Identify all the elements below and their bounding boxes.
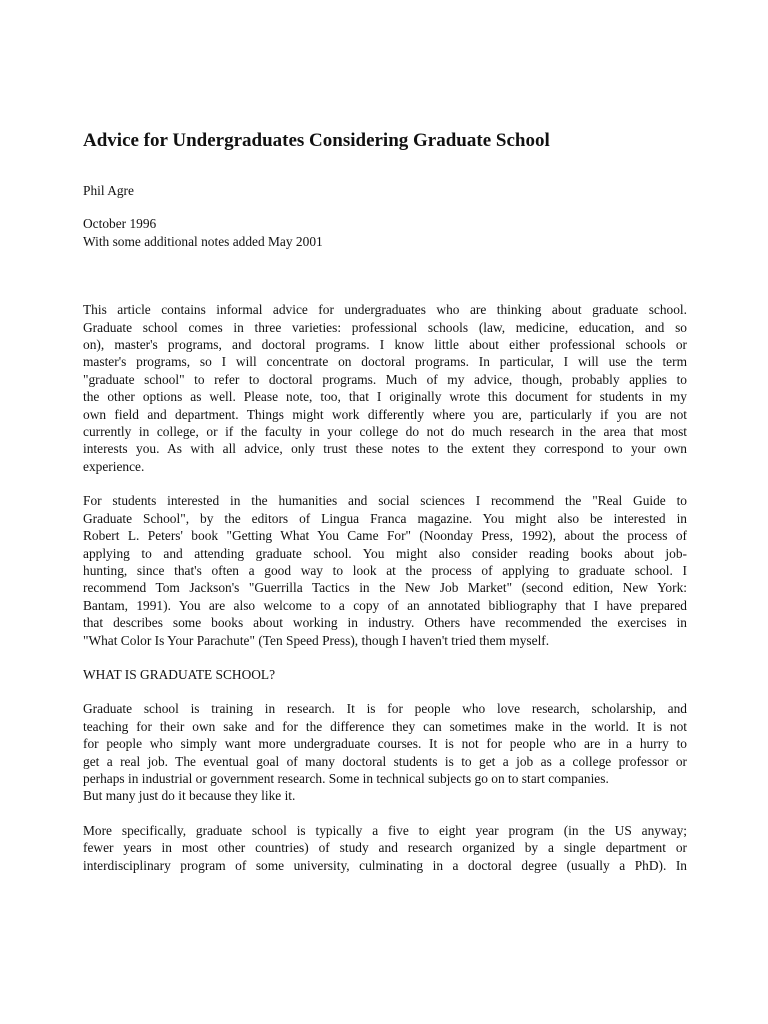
text-line: recommend Tom Jackson's "Guerrilla Tactics in the New Job Market" (second edition, New York: xyxy=(83,580,687,596)
author-name: Phil Agre xyxy=(83,183,134,198)
date-block xyxy=(83,215,687,250)
paragraph-section-1 xyxy=(83,700,687,804)
document-note: With some additional notes added May 2001 xyxy=(83,233,323,249)
section-heading: WHAT IS GRADUATE SCHOOL? xyxy=(83,666,276,682)
section-body xyxy=(83,700,687,874)
text-line: Graduate school is training in research. It is for people who love research, scholarship, and xyxy=(83,701,687,717)
text-line: For students interested in the humanities and social sciences I recommend the "Real Guide to xyxy=(83,493,687,509)
text-line: teaching for their own sake and for the difference they can sometimes make in the world. It is not xyxy=(83,718,687,734)
text-line: that describes some books about working in industry. Others have recommended the exercises in xyxy=(83,615,687,631)
text-line: Graduate school comes in three varieties: professional schools (law, medicine, education, and so xyxy=(83,319,687,335)
intro-section xyxy=(83,301,687,649)
text-line: on), master's programs, and doctoral programs. I know little about either professional schools or xyxy=(83,337,687,353)
text-line: master's programs, so I will concentrate on doctoral programs. In particular, I will use the term xyxy=(83,354,687,370)
text-line: This article contains informal advice for undergraduates who are thinking about graduate school. xyxy=(83,302,687,318)
text-line: for people who simply want more undergraduate courses. It is not for people who are in a hurry to xyxy=(83,736,687,752)
text-line: get a real job. The eventual goal of many doctoral students is to get a job as a college professor or xyxy=(83,753,687,769)
document-date: October 1996 xyxy=(83,216,157,232)
text-line: fewer years in most other countries) of study and research organized by a single department or xyxy=(83,840,687,856)
text-line: More specifically, graduate school is typically a five to eight year program (in the US anyway; xyxy=(83,822,687,838)
text-line: But many just do it because they like it. xyxy=(83,788,296,804)
document-page xyxy=(83,128,687,891)
text-line: applying to and attending graduate school. You might also consider reading books about job- xyxy=(83,545,687,561)
text-line: own field and department. Things might work differently where you are, particularly if you are not xyxy=(83,406,687,422)
paragraph-intro-1 xyxy=(83,301,687,475)
text-line: Graduate School", by the editors of Lingua Franca magazine. You might also be interested in xyxy=(83,510,687,526)
text-line: "What Color Is Your Parachute" (Ten Speed Press), though I haven't tried them myself. xyxy=(83,632,550,648)
document-title: Advice for Undergraduates Considering Graduate School xyxy=(83,130,550,151)
paragraph-section-2 xyxy=(83,822,687,874)
paragraph-intro-2 xyxy=(83,492,687,649)
text-line: the other options as well. Please note, too, that I originally wrote this document for students in my xyxy=(83,389,687,405)
text-line: Robert L. Peters' book "Getting What You Came For" (Noonday Press, 1992), about the process of xyxy=(83,528,687,544)
text-line: interests you. As with all advice, only trust these notes to the extent they correspond to your own xyxy=(83,441,687,457)
text-line: currently in college, or if the faculty in your college do not do much research in the area that most xyxy=(83,424,687,440)
text-line: experience. xyxy=(83,458,145,474)
text-line: perhaps in industrial or government research. Some in technical subjects go on to start companies. xyxy=(83,770,609,786)
text-line: Bantam, 1991). You are also welcome to a copy of an annotated bibliography that I have prepared xyxy=(83,597,687,613)
text-line: "graduate school" to refer to doctoral programs. Much of my advice, though, probably applies to xyxy=(83,371,687,387)
text-line: hunting, since that's often a good way to look at the process of applying to graduate school. I xyxy=(83,562,687,578)
text-line: interdisciplinary program of some university, culminating in a doctoral degree (usually a PhD). In xyxy=(83,857,687,873)
